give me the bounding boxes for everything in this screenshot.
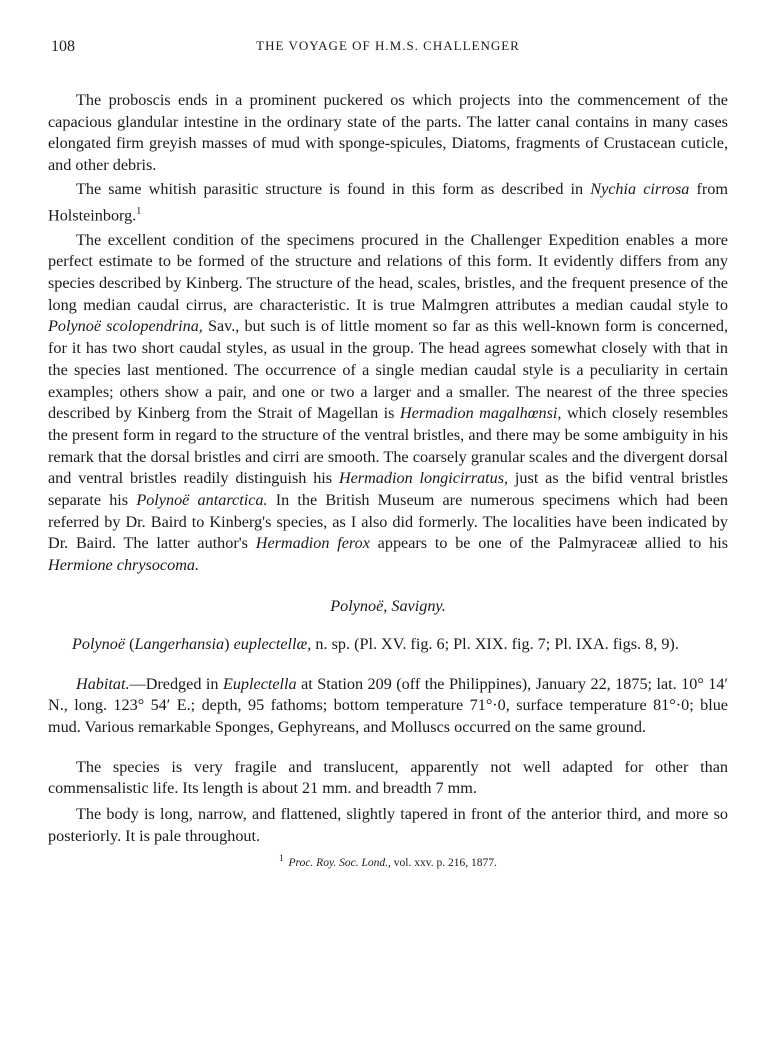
text-run: at Station 209 (off the Philippines), January 22, 1875; lat. 10° 14′ N., long. 123° 54′ E.; depth, 95 fathoms; bottom temperature 71°·0, surface temperature 81°·0; blue mud. Various remarkable Sponges, Gephyreans, and Molluscs occurred on the same ground.: [48, 674, 729, 736]
taxon-name: Hermione chrysocoma.: [48, 556, 200, 575]
genus-name: Polynoë,: [330, 596, 388, 615]
paragraph-parasitic-structure: [48, 179, 728, 227]
genus-author: Savigny.: [391, 596, 446, 615]
text-run: In the British Museum are numerous specimens which had been referred by Dr. Baird to Kinberg's species, as I also did formerly. The localities have been indicated by Dr. Baird. The latter author's: [48, 491, 728, 553]
species-plates: n. sp. (Pl. XV. fig. 6; Pl. XIX. fig. 7; Pl. IXA. figs. 8, 9).: [315, 634, 679, 653]
document-page: [48, 38, 728, 871]
text-run: appears to be one of the Palmyraceæ allied to his: [377, 534, 728, 553]
taxon-name: Hermadion longicirratus,: [338, 469, 509, 488]
text-run: which closely resembles the present form in regard to the structure of the ventral bristles, and there may be some ambiguity in his remark that the dorsal bristles and cirri are smooth. The coarsely granular scales and the divergent dorsal and ventral bristles readily distinguish his: [48, 404, 729, 488]
text-run: —Dredged in: [129, 674, 219, 693]
taxon-name: Hermadion ferox: [255, 534, 370, 553]
footnote-number: 1: [279, 853, 284, 864]
footnote-ref[interactable]: 1: [136, 205, 142, 217]
taxon-name: Polynoë antarctica.: [136, 491, 268, 510]
species-subgenus: Langerhansia: [134, 634, 225, 653]
taxon-name: Hermadion magalhœnsi,: [399, 404, 562, 423]
paragraph-proboscis: The proboscis ends in a prominent puckered os which projects into the commencement of the capacious glandular intestine in the ordinary state of the parts. The latter canal contains in many cases elongated firm greyish masses of mud with sponge-spicules, Diatoms, fragments of Crustacean cuticle, and other debris.: [48, 91, 728, 175]
paragraph-body-shape: The body is long, narrow, and flattened, slightly tapered in front of the anterior third, and more so posteriorly. It is pale throughout.: [48, 805, 728, 845]
page-header: [48, 38, 728, 64]
taxon-name: Euplectella: [222, 674, 297, 693]
paragraph-specimens: [48, 230, 728, 577]
footnote: [48, 851, 728, 871]
habitat-paragraph: [48, 674, 728, 739]
running-head: THE VOYAGE OF H.M.S. CHALLENGER: [256, 38, 520, 53]
footnote-citation: vol. xxv. p. 216, 1877.: [393, 857, 497, 870]
habitat-label: Habitat.: [76, 674, 130, 693]
species-genus: Polynoë: [72, 634, 126, 653]
taxon-name: Nychia cirrosa: [590, 179, 690, 198]
text-run: from Holsteinborg.: [48, 179, 728, 224]
footnote-journal: Proc. Roy. Soc. Lond.,: [288, 857, 391, 870]
species-entry: Polynoë (Langerhansia) euplectellæ, n. sp. (Pl. XV. fig. 6; Pl. XIX. fig. 7; Pl. IXA. figs. 8, 9).: [72, 634, 679, 653]
text-run: The excellent condition of the specimens procured in the Challenger Expedition enables a more perfect estimate to be formed of the structure and relations of this form. It evidently differs from any species described by Kinberg. The structure of the head, scales, bristles, and the frequent presence of the long median caudal cirrus, are characteristic. It is true Malmgren attributes a median caudal style to: [48, 230, 728, 314]
paragraph-fragility: The species is very fragile and translucent, apparently not well adapted for other than commensalistic life. Its length is about 21 mm. and breadth 7 mm.: [48, 757, 728, 798]
section-heading: [48, 597, 728, 616]
page-number: 108: [51, 38, 75, 55]
text-run: just as the bifid ventral bristles separate his: [48, 469, 728, 510]
text-run: Sav., but such is of little moment so far as this well-known form is concerned, for it has two short caudal styles, as usual in the group. The head agrees somewhat closely with that in the species last mentioned. The occurrence of a single median caudal style is a peculiarity in certain examples; others show a pair, and one or two a larger and a smaller. The nearest of the three species described by Kinberg from the Strait of Magellan is: [48, 317, 728, 423]
taxon-name: Polynoë scolopendrina,: [48, 317, 203, 336]
text-run: The same whitish parasitic structure is found in this form as described in: [76, 179, 584, 198]
species-epithet: euplectellæ,: [233, 634, 312, 653]
